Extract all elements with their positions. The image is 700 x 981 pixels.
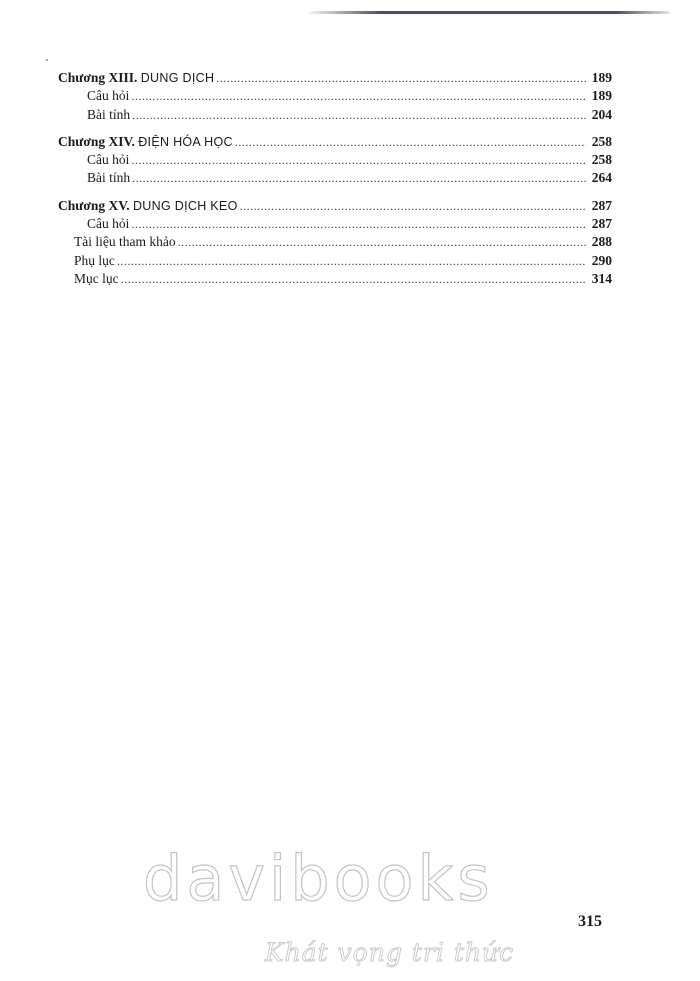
toc-entry-title: Câu hỏi [87,216,130,232]
dot-leader [216,69,586,87]
toc-chapter-14 [58,133,612,151]
toc-backmatter [58,252,612,270]
page-number: 315 [578,913,602,930]
toc-page-number: 287 [591,216,612,232]
dot-leader [178,233,586,251]
toc-entry-title: Phụ lục [74,252,115,268]
dot-leader [235,133,586,151]
dot-leader [121,270,586,288]
dot-leader [117,252,586,270]
toc-entry-title: Bài tính [87,170,131,186]
dot-leader [132,169,586,187]
chapter-subject: ĐIỆN HÓA HỌC [138,134,233,149]
dot-leader [131,215,586,233]
toc-entry-title [58,197,238,215]
toc-entry-title: Tài liệu tham khảo [74,234,176,250]
toc-page-number: 290 [591,252,612,268]
watermark-tagline: Khát vọng tri thức [265,938,515,967]
scan-speck [46,59,48,61]
toc-page-number: 314 [591,270,612,286]
toc-backmatter [58,270,612,288]
toc-section [58,215,612,233]
chapter-subject: DUNG DỊCH KEO [132,198,238,213]
chapter-number: Chương XIII. [58,70,138,85]
dot-leader [240,197,586,215]
top-rule [308,11,670,14]
toc-entry-title: Mục lục [74,270,119,286]
dot-leader [132,106,586,124]
watermark-brand: davibooks [143,842,494,915]
toc-page-number: 287 [591,197,612,213]
chapter-number: Chương XIV. [58,133,135,149]
toc-entry-title: Câu hỏi [87,88,130,104]
toc-backmatter [58,233,612,251]
dot-leader [131,151,586,169]
toc-entry-title: Câu hỏi [87,152,130,168]
toc-section [58,151,612,169]
toc-entry-title [58,69,214,87]
toc-entry-title: Bài tính [87,106,131,122]
toc-section [58,87,612,105]
toc-page-number: 204 [591,106,612,122]
chapter-number: Chương XV. [58,197,130,213]
chapter-subject: DUNG DỊCH [140,71,215,85]
table-of-contents [58,69,612,288]
toc-entry-title [58,133,233,151]
toc-page-number: 288 [591,234,612,250]
toc-page-number: 189 [591,88,612,104]
toc-page-number: 258 [591,152,612,168]
toc-page-number: 258 [591,133,612,149]
toc-section [58,106,612,124]
dot-leader [131,87,586,105]
toc-chapter-15 [58,197,612,215]
toc-chapter-13 [58,69,612,87]
toc-section [58,169,612,187]
toc-page-number: 264 [591,170,612,186]
toc-page-number: 189 [591,70,612,85]
